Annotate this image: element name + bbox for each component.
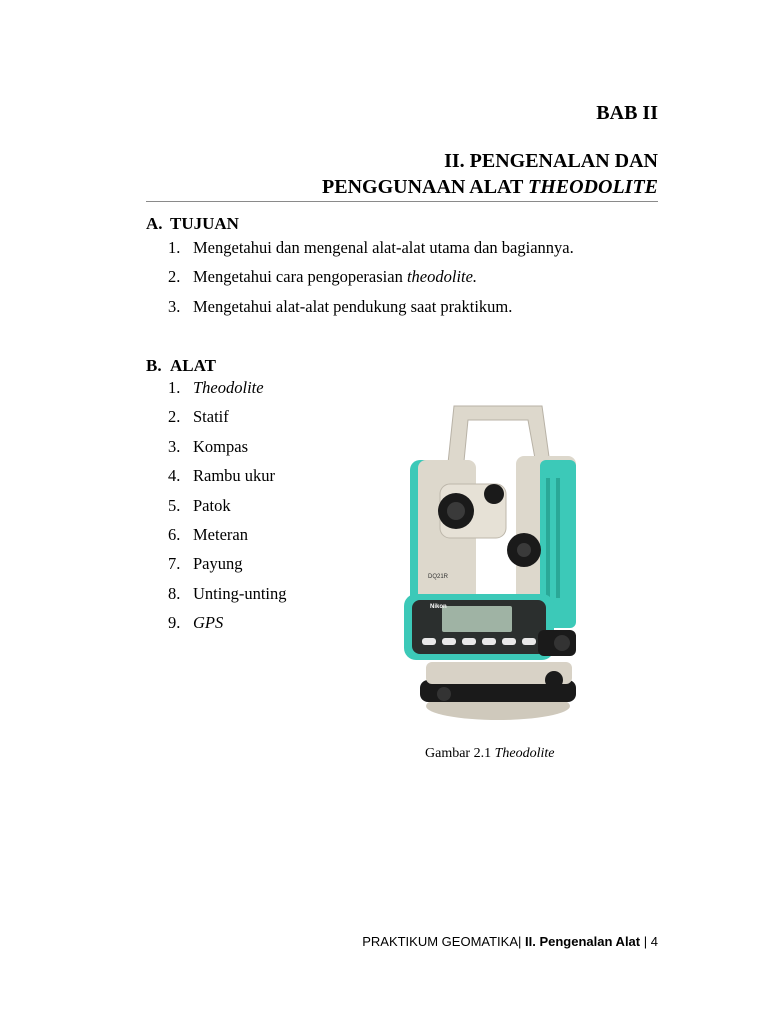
figure-caption (425, 746, 554, 762)
list-item-italic: theodolite. (406, 267, 478, 286)
section-b-heading (146, 356, 216, 376)
theodolite-image (398, 398, 586, 728)
brand-label: Nikon (430, 604, 447, 610)
list-item (168, 525, 248, 545)
footer-chapter: II. Pengenalan Alat (525, 934, 641, 949)
list-item-number: 3. (168, 297, 181, 316)
list-item-number: 7. (168, 554, 181, 573)
list-item (168, 297, 512, 317)
chapter-title-line1: II. PENGENALAN DAN (444, 150, 658, 172)
list-item-text: Patok (193, 496, 231, 515)
list-item (168, 613, 223, 633)
chapter-title-line2 (322, 174, 658, 200)
list-item-number: 5. (168, 496, 181, 515)
section-a-title: TUJUAN (170, 214, 239, 233)
list-item-number: 2. (168, 407, 181, 426)
list-item-italic: GPS (193, 613, 224, 632)
list-item-number: 3. (168, 437, 181, 456)
list-item-number: 1. (168, 378, 181, 397)
lcd-display (442, 606, 512, 632)
list-item-text: Rambu ukur (193, 466, 276, 485)
list-item-italic: Theodolite (193, 378, 264, 397)
list-item (168, 378, 264, 398)
section-b-letter: B. (146, 356, 162, 375)
page-number: 4 (650, 934, 658, 949)
title-divider (146, 201, 658, 202)
model-label: DQ21R (428, 574, 449, 580)
footer-separator: | (518, 934, 522, 949)
list-item-number: 9. (168, 613, 181, 632)
footer-course: PRAKTIKUM GEOMATIKA (362, 934, 518, 949)
list-item-text: Unting-unting (193, 584, 287, 603)
list-item (168, 407, 229, 427)
list-item-text: Statif (193, 407, 229, 426)
caption-text: Gambar 2.1 (425, 746, 495, 761)
list-item (168, 496, 231, 516)
section-a-letter: A. (146, 214, 163, 233)
list-item-number: 1. (168, 238, 181, 257)
list-item (168, 466, 275, 486)
list-item (168, 554, 243, 574)
list-item-text: Meteran (193, 525, 248, 544)
section-a-heading (146, 214, 239, 234)
list-item (168, 437, 248, 457)
theodolite-figure (398, 398, 586, 728)
footer-separator-2: | (643, 934, 648, 949)
list-item (168, 238, 574, 258)
chapter-title-line2-italic: THEODOLITE (528, 176, 658, 198)
list-item-text: Mengetahui dan mengenal alat-alat utama dan bagiannya. (193, 238, 574, 257)
section-b-title: ALAT (170, 356, 216, 375)
chapter-label: BAB II (596, 102, 658, 124)
list-item-number: 8. (168, 584, 181, 603)
chapter-title (322, 148, 658, 200)
list-item-text: Kompas (193, 437, 248, 456)
page-footer (362, 934, 658, 949)
list-item-number: 2. (168, 267, 181, 286)
list-item (168, 267, 477, 287)
caption-italic: Theodolite (494, 746, 555, 761)
list-item-number: 4. (168, 466, 181, 485)
list-item-text: Mengetahui cara pengoperasian (193, 267, 407, 286)
list-item-text: Payung (193, 554, 243, 573)
chapter-title-line2-text: PENGGUNAAN ALAT (322, 176, 528, 198)
list-item (168, 584, 287, 604)
list-item-number: 6. (168, 525, 181, 544)
list-item-text: Mengetahui alat-alat pendukung saat praktikum. (193, 297, 513, 316)
